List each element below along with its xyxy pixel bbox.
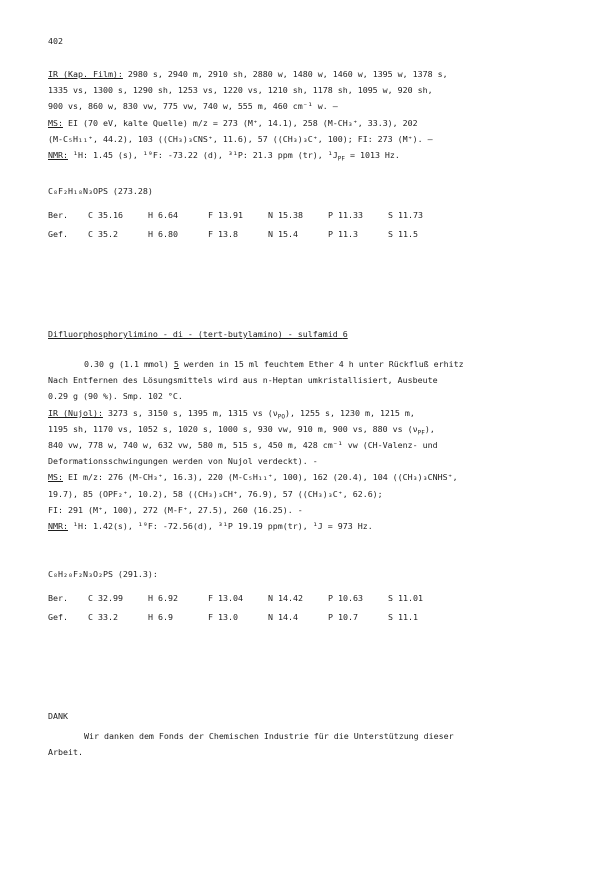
compound6-body xyxy=(48,356,568,534)
dank-line-1: Wir danken dem Fonds der Chemischen Industrie für die Unterstützung dieser xyxy=(84,731,454,741)
gef-h: H 6.80 xyxy=(148,229,178,239)
ir-values-2b: ), xyxy=(424,423,435,434)
ber-s: S 11.01 xyxy=(388,593,423,603)
gef-n: N 15.4 xyxy=(268,229,298,239)
procedure-line-2: Nach Entfernen des Lösungsmittels wird aus n-Heptan umkristallisiert, Ausbeute xyxy=(48,375,438,386)
procedure-line-1 xyxy=(48,356,568,372)
dank-body xyxy=(48,728,568,760)
ir-line-3: 900 vs, 860 w, 830 vw, 775 vw, 740 w, 555 m, 460 cm⁻¹ w. – xyxy=(48,101,338,112)
ber-label: Ber. xyxy=(48,593,68,603)
gef-p: P 10.7 xyxy=(328,612,358,622)
compound1-gef-row xyxy=(48,226,568,242)
ber-p: P 10.63 xyxy=(328,593,363,603)
ber-f: F 13.04 xyxy=(208,593,243,603)
ir-values-1b: ), 1255 s, 1230 m, 1215 m, xyxy=(285,407,415,418)
gef-p: P 11.3 xyxy=(328,229,358,239)
nmr-values: ¹H: 1.42(s), ¹⁹F: -72.56(d), ³¹P 19.19 ppm(tr), ¹J = 973 Hz. xyxy=(67,521,373,532)
ber-h: H 6.92 xyxy=(148,593,178,603)
procedure-line-3: 0.29 g (90 %). Smp. 102 °C. xyxy=(48,391,183,402)
nmr-label: NMR: xyxy=(48,150,68,161)
ber-c: C 32.99 xyxy=(88,593,123,603)
ir-pf-subscript: PF xyxy=(417,429,425,437)
dank-heading: DANK xyxy=(48,711,68,721)
ms-line-1 xyxy=(48,115,568,131)
section-title-text: Difluorphosphorylimino - di - (tert-butylamino) - sulfamid xyxy=(48,329,343,339)
ber-label: Ber. xyxy=(48,210,68,220)
gef-label: Gef. xyxy=(48,612,68,622)
ms-values-1: EI (70 eV, kalte Quelle) m/z = 273 (M⁺, 14.1), 258 (M-CH₃⁺, 33.3), 202 xyxy=(63,117,418,128)
page-number: 402 xyxy=(48,36,63,46)
ir-line-2: 1335 vs, 1300 s, 1290 sh, 1253 vs, 1220 vs, 1210 sh, 1178 sh, 1095 w, 920 sh, xyxy=(48,85,433,96)
ir-line-1 xyxy=(48,405,568,421)
gef-c: C 33.2 xyxy=(88,612,118,622)
gef-label: Gef. xyxy=(48,229,68,239)
gef-c: C 35.2 xyxy=(88,229,118,239)
compound6-formula: C₈H₂₀F₂N₃O₂PS (291.3): xyxy=(48,569,158,579)
ber-h: H 6.64 xyxy=(148,210,178,220)
nmr-pf-subscript: PF xyxy=(337,155,345,163)
gef-f: F 13.0 xyxy=(208,612,238,622)
dank-line-2: Arbeit. xyxy=(48,747,83,758)
compound6-ber-row xyxy=(48,590,568,606)
procedure-text-1: 0.30 g (1.1 mmol) xyxy=(84,359,174,369)
ms-line-2: 19.7), 85 (OPF₂⁺, 10.2), 58 ((CH₃)₃CH⁺, 76.9), 57 ((CH₃)₃C⁺, 62.6); xyxy=(48,488,383,499)
ber-n: N 14.42 xyxy=(268,593,303,603)
gef-s: S 11.5 xyxy=(388,229,418,239)
ir-po-subscript: PO xyxy=(277,413,286,421)
section-title xyxy=(48,326,568,342)
ber-n: N 15.38 xyxy=(268,210,303,220)
ir-line-2 xyxy=(48,421,568,437)
ir-label: IR (Kap. Film): xyxy=(48,69,123,79)
nmr-label: NMR: xyxy=(48,521,68,532)
ir-label: IR (Nujol): xyxy=(48,407,103,418)
gef-h: H 6.9 xyxy=(148,612,173,622)
section-title-number: 6 xyxy=(342,329,348,339)
ir-values-1: 2980 s, 2940 m, 2910 sh, 2880 w, 1480 w, 1460 w, 1395 w, 1378 s, xyxy=(122,69,448,79)
ms-line-1 xyxy=(48,469,568,485)
compound1-ber-row xyxy=(48,207,568,223)
nmr-values: ¹H: 1.45 (s), ¹⁹F: -73.22 (d), ³¹P: 21.3 ppm (tr), ¹J xyxy=(67,150,338,161)
ber-c: C 35.16 xyxy=(88,210,123,220)
ms-values-1: EI m/z: 276 (M-CH₃⁺, 16.3), 220 (M-C₅H₁₁⁺, 100), 162 (20.4), 104 ((CH₃)₃CNHS⁺, xyxy=(63,472,458,483)
ms-line-2: (M-C₅H₁₁⁺, 44.2), 103 ((CH₃)₃CNS⁺, 11.6), 57 ((CH₃)₃C⁺, 100); FI: 273 (M⁺). – xyxy=(48,133,433,144)
ber-f: F 13.91 xyxy=(208,210,243,220)
ir-values-1: 3273 s, 3150 s, 1395 m, 1315 vs (ν xyxy=(102,407,278,418)
compound1-formula: C₈F₂H₁₈N₃OPS (273.28) xyxy=(48,186,153,196)
ir-line-3: 840 vw, 778 w, 740 w, 632 vw, 580 m, 515 s, 450 m, 428 cm⁻¹ vw (CH-Valenz- und xyxy=(48,440,438,451)
nmr-line xyxy=(48,518,568,534)
ber-p: P 11.33 xyxy=(328,210,363,220)
ir-line-1 xyxy=(48,66,568,82)
ms-label: MS: xyxy=(48,117,63,128)
gef-s: S 11.1 xyxy=(388,612,418,622)
ir-values-2: 1195 sh, 1170 vs, 1052 s, 1020 s, 1000 s, 930 vw, 910 m, 900 vs, 880 vs (ν xyxy=(48,423,418,434)
compound-ref-5: 5 xyxy=(173,359,179,369)
ms-label: MS: xyxy=(48,472,63,483)
nmr-end: = 1013 Hz. xyxy=(344,150,400,161)
gef-n: N 14.4 xyxy=(268,612,298,622)
compound6-gef-row xyxy=(48,609,568,625)
ir-line-4: Deformationsschwingungen werden von Nujol verdeckt). - xyxy=(48,456,318,467)
procedure-text-1b: werden in 15 ml feuchtem Ether 4 h unter Rückfluß erhitz xyxy=(178,359,464,369)
compound1-spectra xyxy=(48,66,568,163)
ms-line-3: FI: 291 (M⁺, 100), 272 (M-F⁺, 27.5), 260 (16.25). - xyxy=(48,504,303,515)
nmr-line xyxy=(48,147,568,163)
ber-s: S 11.73 xyxy=(388,210,423,220)
gef-f: F 13.8 xyxy=(208,229,238,239)
